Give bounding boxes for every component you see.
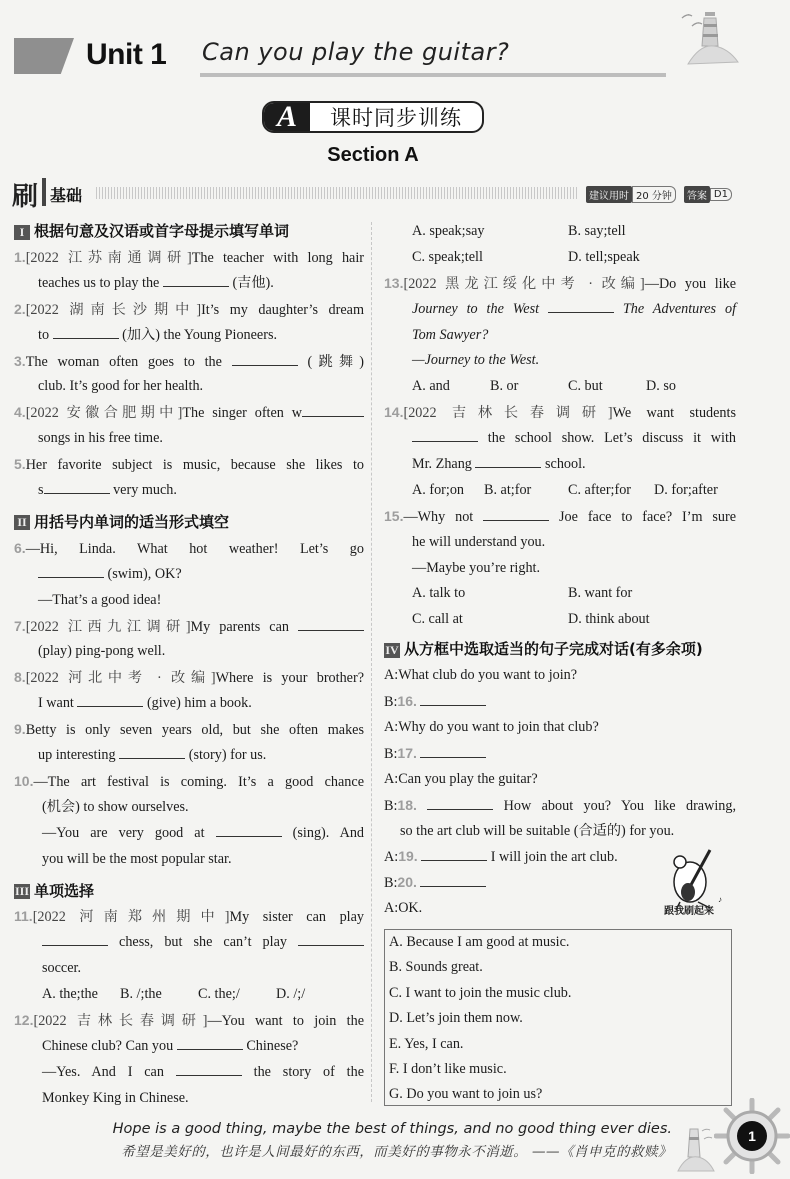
speaker: A:: [384, 770, 399, 787]
answer-blank-20[interactable]: [420, 875, 486, 887]
dialog-text: OK.: [398, 900, 423, 917]
lesson-badge: [262, 101, 484, 133]
question-10: [14, 769, 364, 795]
question-number: 19.: [398, 848, 418, 865]
info-tags: [586, 186, 732, 203]
roman-numeral: IV: [385, 642, 399, 657]
question-text: up interesting: [38, 747, 116, 764]
question-text: s: [38, 482, 44, 499]
question-source: [2022 江西九江调研]: [25, 618, 191, 635]
option-b[interactable]: B. want for: [568, 585, 633, 602]
question-12-line3: [14, 1060, 364, 1086]
question-source: [2022 黑龙江绥化中考 · 改编]: [403, 275, 645, 292]
question-text: I want: [38, 695, 74, 712]
answer-blank-12b[interactable]: [176, 1064, 242, 1076]
question-text: The singer often w: [182, 405, 302, 422]
time-value: 20 分钟: [632, 186, 676, 203]
option-c[interactable]: C. the;/: [198, 986, 240, 1003]
answer-blank-15[interactable]: [483, 509, 549, 521]
part2-title: 用括号内单词的适当形式填空: [34, 512, 230, 531]
question-6: [14, 536, 364, 562]
question-7: [14, 614, 364, 640]
question-3: [14, 349, 364, 375]
question-text: —Yes. And I can: [42, 1063, 164, 1080]
question-number: 14.: [384, 404, 404, 421]
badge-letter: A: [264, 103, 310, 131]
footer-quote-en: Hope is a good thing, maybe the best of things, and no good thing ever dies.: [112, 1121, 672, 1137]
question-source: [2022 江苏南通调研]: [25, 250, 192, 266]
question-text: teaches us to play the: [38, 274, 160, 291]
question-text: the story of the: [253, 1063, 365, 1080]
answer-blank-10[interactable]: [216, 825, 282, 837]
question-number: 20.: [397, 874, 417, 891]
choice-e[interactable]: E. Yes, I can.: [389, 1035, 464, 1052]
question-number: 7.: [14, 617, 26, 634]
question-number: 12.: [14, 1012, 34, 1029]
question-6-line2: [14, 562, 364, 588]
question-text: —Hi, Linda. What hot weather! Let’s go: [25, 540, 364, 557]
question-1: [14, 245, 364, 271]
question-14: [384, 400, 736, 426]
option-c[interactable]: C. call at: [412, 611, 463, 628]
part4-heading: [384, 637, 736, 663]
question-text: Joe face to face? I’m sure: [559, 508, 737, 525]
question-source: [2022 安徽合肥期中]: [25, 405, 183, 422]
choice-b[interactable]: B. Sounds great.: [389, 959, 483, 976]
option-c[interactable]: C. speak;tell: [412, 248, 483, 265]
book-title: The Adventures of: [622, 300, 737, 317]
option-a[interactable]: A. talk to: [412, 585, 466, 602]
answer-blank-4[interactable]: [302, 405, 364, 417]
option-c[interactable]: C. but: [568, 378, 603, 395]
answer-blank-17[interactable]: [420, 746, 486, 758]
answer-tag: 答案: [684, 186, 710, 203]
roman-numeral: I: [14, 225, 30, 240]
question-14-line3: [384, 452, 736, 478]
cartoon-caption: 跟我刷起来: [664, 906, 714, 917]
question-11-line3: soccer.: [42, 960, 81, 977]
question-3-line2: club. It’s good for her health.: [38, 378, 204, 395]
question-number: 17.: [397, 744, 417, 761]
question-10-line4: you will be the most popular star.: [42, 850, 232, 867]
time-tag: 建议用时: [586, 186, 632, 203]
column-divider: [371, 222, 372, 1102]
question-9-line2: [14, 743, 364, 769]
part1-title: 根据句意及汉语或首字母提示填写单词: [34, 222, 290, 241]
question-text: chess, but she can’t play: [119, 934, 287, 951]
answer-blank-14b[interactable]: [475, 456, 541, 468]
dialog-line: [384, 715, 736, 741]
option-c[interactable]: C. after;for: [568, 481, 632, 498]
question-text: The teacher with long hair: [191, 250, 365, 266]
question-number: 18.: [397, 796, 417, 813]
question-number: 2.: [14, 300, 26, 317]
question-2: [14, 297, 364, 323]
answer-blank-6[interactable]: [38, 566, 104, 578]
question-11-options: [14, 982, 364, 1008]
part1-heading: [14, 219, 364, 245]
option-d[interactable]: D. think about: [568, 611, 650, 628]
answer-blank-19[interactable]: [421, 849, 487, 861]
question-12: [14, 1008, 364, 1034]
footer-quote-cn: 希望是美好的，也许是人间最好的东西，而美好的事物永不消逝。 ——《肖申克的救赎》: [121, 1144, 672, 1160]
dialog-line: [384, 663, 736, 689]
choice-f[interactable]: F. I don’t like music.: [389, 1061, 507, 1078]
choices-box: [384, 929, 732, 1106]
question-13-line3: Tom Sawyer?: [412, 326, 489, 343]
speaker: B:: [384, 797, 398, 814]
question-7-line2: (play) ping-pong well.: [38, 643, 166, 660]
left-column: [14, 219, 364, 1112]
unit-title: Unit 1: [86, 38, 167, 71]
question-10-line3: [14, 821, 364, 847]
question-10-line2: (机会) to show ourselves.: [42, 798, 189, 815]
option-a[interactable]: A. for;on: [412, 481, 465, 498]
speaker: B:: [384, 694, 398, 711]
answer-blank-11a[interactable]: [42, 934, 108, 946]
dialog-text: What club do you want to join?: [398, 667, 578, 684]
question-text: Betty is only seven years old, but she often makes: [25, 722, 364, 739]
question-text: (跳舞): [307, 353, 364, 370]
option-d[interactable]: D. so: [646, 378, 676, 395]
part4-title: 从方框中选取适当的句子完成对话(有多余项): [404, 640, 703, 659]
option-a[interactable]: A. the;the: [42, 986, 98, 1003]
answer-blank-9[interactable]: [119, 747, 185, 759]
dialog-line: [384, 793, 736, 819]
question-text: (sing). And: [292, 824, 365, 841]
question-text: Chinese?: [246, 1037, 299, 1054]
question-text: —The art festival is coming. It’s a good chance: [33, 773, 364, 790]
roman-numeral: III: [14, 883, 29, 898]
question-13-line4: —Journey to the West.: [412, 352, 540, 369]
answer-blank-1[interactable]: [163, 275, 229, 287]
question-text: (give) him a book.: [146, 695, 252, 712]
dialog-line: [384, 767, 736, 793]
question-text: (加入) the Young Pioneers.: [122, 326, 278, 343]
answer-page-link[interactable]: D1: [710, 188, 732, 201]
question-15-line2: he will understand you.: [412, 533, 546, 550]
answer-blank-16[interactable]: [420, 694, 486, 706]
question-number: 3.: [14, 352, 26, 369]
question-text: (story) for us.: [188, 747, 267, 764]
question-number: 10.: [14, 772, 34, 789]
question-number: 6.: [14, 539, 26, 556]
question-text: school.: [545, 456, 586, 473]
answer-blank-13[interactable]: [548, 301, 614, 313]
question-text: Chinese club? Can you: [42, 1037, 174, 1054]
question-8-line2: [14, 691, 364, 717]
question-2-line2: [14, 323, 364, 349]
answer-blank-14a[interactable]: [412, 430, 478, 442]
dialog-text: I will join the art club.: [490, 849, 618, 866]
part3-heading: [14, 878, 364, 904]
dialog-line: [384, 741, 736, 767]
question-12-line4: Monkey King in Chinese.: [42, 1089, 189, 1106]
answer-blank-3[interactable]: [232, 354, 298, 366]
question-number: 15.: [384, 507, 404, 524]
question-number: 11.: [14, 908, 33, 925]
question-source: [2022 湖南长沙期中]: [25, 301, 202, 318]
question-12-line2: [14, 1034, 364, 1060]
svg-text:♪: ♪: [718, 895, 722, 904]
answer-blank-12a[interactable]: [177, 1038, 243, 1050]
question-15-options-row1: [384, 581, 736, 607]
question-text: Mr. Zhang: [412, 456, 472, 473]
question-text: It’s my daughter’s dream: [201, 301, 364, 318]
speaker: A:: [384, 900, 399, 917]
question-number: 4.: [14, 404, 26, 421]
question-11: [14, 904, 364, 930]
unit-banner-bar: [14, 38, 74, 74]
question-text: (swim), OK?: [107, 565, 182, 582]
dialog-text: Can you play the guitar?: [398, 770, 538, 787]
question-text: Where is your brother?: [215, 670, 364, 687]
question-number: 5.: [14, 456, 26, 473]
question-15-options-row2: [384, 607, 736, 633]
question-text: —Why not: [403, 508, 474, 525]
decorative-strip: [96, 187, 578, 199]
answer-blank-2[interactable]: [53, 327, 119, 339]
question-text: to: [38, 326, 50, 343]
level-label: 基础: [50, 186, 83, 205]
choice-a[interactable]: A. Because I am good at music.: [389, 934, 570, 950]
question-11-line2: [14, 930, 364, 956]
question-number: 16.: [397, 693, 417, 710]
question-4-line2: songs in his free time.: [38, 430, 163, 447]
question-number: 9.: [14, 721, 26, 738]
roman-numeral: II: [14, 515, 30, 530]
question-number: 1.: [14, 249, 26, 265]
question-text: My sister can play: [229, 909, 364, 926]
speaker: A:: [384, 849, 399, 866]
question-14-options: [384, 478, 736, 504]
dialog-text: How about you? You like drawing,: [503, 797, 737, 814]
question-text: very much.: [113, 482, 177, 499]
question-6-line3: —That’s a good idea!: [38, 591, 162, 608]
question-number: 8.: [14, 669, 26, 686]
choice-d[interactable]: D. Let’s join them now.: [389, 1010, 523, 1027]
question-text: We want students: [612, 405, 736, 422]
question-13-options: [384, 374, 736, 400]
question-4: [14, 400, 364, 426]
part2-heading: [14, 510, 364, 536]
speaker: B:: [384, 745, 398, 762]
question-8: [14, 665, 364, 691]
speaker: B:: [384, 875, 398, 892]
answer-blank-7[interactable]: [298, 619, 364, 631]
lighthouse-small-icon: [676, 1117, 716, 1173]
option-b[interactable]: B. or: [490, 378, 519, 395]
option-d[interactable]: D. tell;speak: [568, 248, 640, 265]
question-text: Her favorite subject is music, because she likes to: [25, 457, 364, 474]
dialog-text: Why do you want to join that club?: [398, 719, 599, 736]
choice-g[interactable]: G. Do you want to join us?: [389, 1086, 543, 1103]
badge-text: 课时同步训练: [330, 106, 462, 130]
question-15: [384, 504, 736, 530]
question-text: My parents can: [190, 618, 289, 635]
book-title: Journey to the West: [412, 300, 540, 317]
question-9: [14, 717, 364, 743]
question-text: —You want to join the: [207, 1013, 365, 1030]
option-b[interactable]: B. say;tell: [568, 223, 626, 239]
answer-blank-11b[interactable]: [298, 934, 364, 946]
lighthouse-icon: [676, 4, 746, 70]
question-13: [384, 271, 736, 297]
question-text: (吉他).: [232, 274, 274, 291]
unit-subtitle: Can you play the guitar?: [202, 38, 510, 66]
question-5-line2: [14, 478, 364, 504]
option-a[interactable]: A. and: [412, 378, 450, 395]
page-number: 1: [737, 1121, 767, 1151]
question-13-line2: [384, 297, 736, 323]
question-15-line3: —Maybe you’re right.: [412, 559, 541, 576]
speaker: A:: [384, 719, 399, 736]
question-source: [2022 吉林长春调研]: [403, 405, 613, 422]
brush-logo-bar: [42, 178, 46, 206]
question-5: [14, 452, 364, 478]
question-source: [2022 河北中考 · 改编]: [25, 670, 216, 687]
question-text: —Do you like: [644, 275, 736, 292]
question-12-options-row2: [384, 245, 736, 271]
option-d[interactable]: D. for;after: [654, 481, 718, 498]
brush-logo: 刷: [12, 182, 39, 212]
answer-blank-5[interactable]: [44, 482, 110, 494]
question-text: —You are very good at: [42, 824, 205, 841]
answer-blank-8[interactable]: [77, 695, 143, 707]
question-text: the school show. Let’s discuss it with: [487, 430, 736, 447]
header-underline: [200, 73, 666, 77]
question-14-line2: [384, 426, 736, 452]
option-a[interactable]: A. speak;say: [412, 223, 485, 239]
answer-blank-18[interactable]: [427, 798, 493, 810]
section-title: Section A: [327, 144, 419, 166]
option-d[interactable]: D. /;/: [276, 986, 306, 1003]
dialog-line-cont: so the art club will be suitable (合适的) for you.: [400, 822, 675, 839]
option-b[interactable]: B. at;for: [484, 481, 532, 498]
question-1-line2: [14, 271, 364, 297]
question-source: [2022 吉林长春调研]: [33, 1013, 208, 1030]
part3-title: 单项选择: [34, 881, 95, 900]
question-12-options-row1: [384, 219, 736, 245]
speaker: A:: [384, 667, 399, 684]
option-b[interactable]: B. /;the: [120, 986, 162, 1003]
right-column: [384, 219, 736, 922]
question-number: 13.: [384, 274, 404, 291]
question-source: [2022 河南郑州期中]: [32, 909, 230, 926]
choice-c[interactable]: C. I want to join the music club.: [389, 984, 572, 1001]
question-text: The woman often goes to the: [25, 353, 222, 370]
dialog-line: [384, 689, 736, 715]
